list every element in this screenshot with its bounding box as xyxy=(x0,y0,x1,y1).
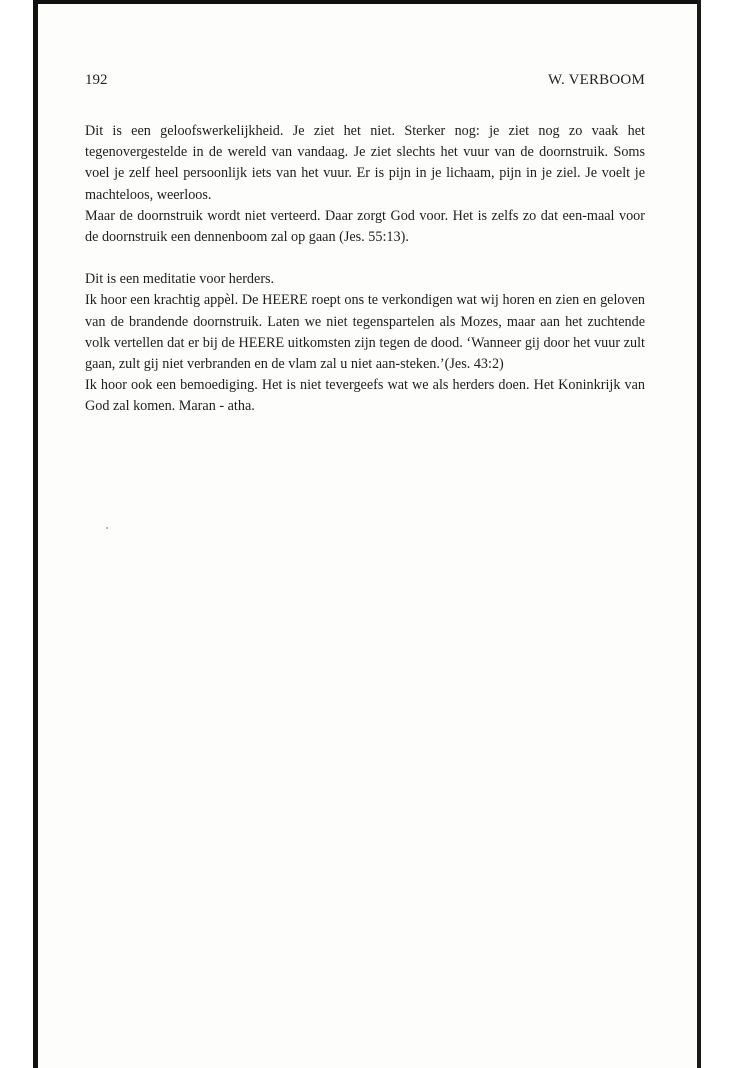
scan-speck xyxy=(106,527,108,529)
body-text xyxy=(85,121,645,418)
running-head-author: W. VERBOOM xyxy=(547,72,645,88)
paragraph: Ik hoor ook een bemoediging. Het is niet tevergeefs wat we als herders doen. Het Koninkrijk van God zal komen. Maran - atha. xyxy=(85,377,645,415)
paragraph: Ik hoor een krachtig appèl. De HEERE roept ons te verkondigen wat wij horen en zien en geloven van de brandende doornstruik. Laten we niet tegenspartelen als Mozes, maar aan het zuchtende volk vertellen dat er bij de HEERE uitkomsten zijn tegen de dood. ‘Wanneer gij door het vuur zult gaan, zult gij niet verbranden en de vlam zal u niet aan-steken.’(Jes. 43:2) xyxy=(85,292,645,373)
scan-edge-right xyxy=(697,0,701,1068)
paragraph: Dit is een geloofswerkelijkheid. Je ziet het niet. Sterker nog: je ziet nog zo vaak het tegenovergestelde in de wereld van vandaag. Je ziet slechts het vuur van de doornstruik. Soms voel je zelf heel persoonlijk iets van het vuur. Er is pijn in je lichaam, pijn in je ziel. Je voelt je machteloos, weerloos. xyxy=(85,123,645,203)
page-number: 192 xyxy=(85,72,108,88)
paragraph: Maar de doornstruik wordt niet verteerd. Daar zorgt God voor. Het is zelfs zo dat een-maal voor de doornstruik een dennenboom zal op gaan (Jes. 55:13). xyxy=(85,207,645,246)
paragraph: Dit is een meditatie voor herders. xyxy=(85,271,275,288)
page-header xyxy=(85,72,645,94)
book-page xyxy=(38,4,697,1068)
paragraph-gap xyxy=(85,248,645,269)
